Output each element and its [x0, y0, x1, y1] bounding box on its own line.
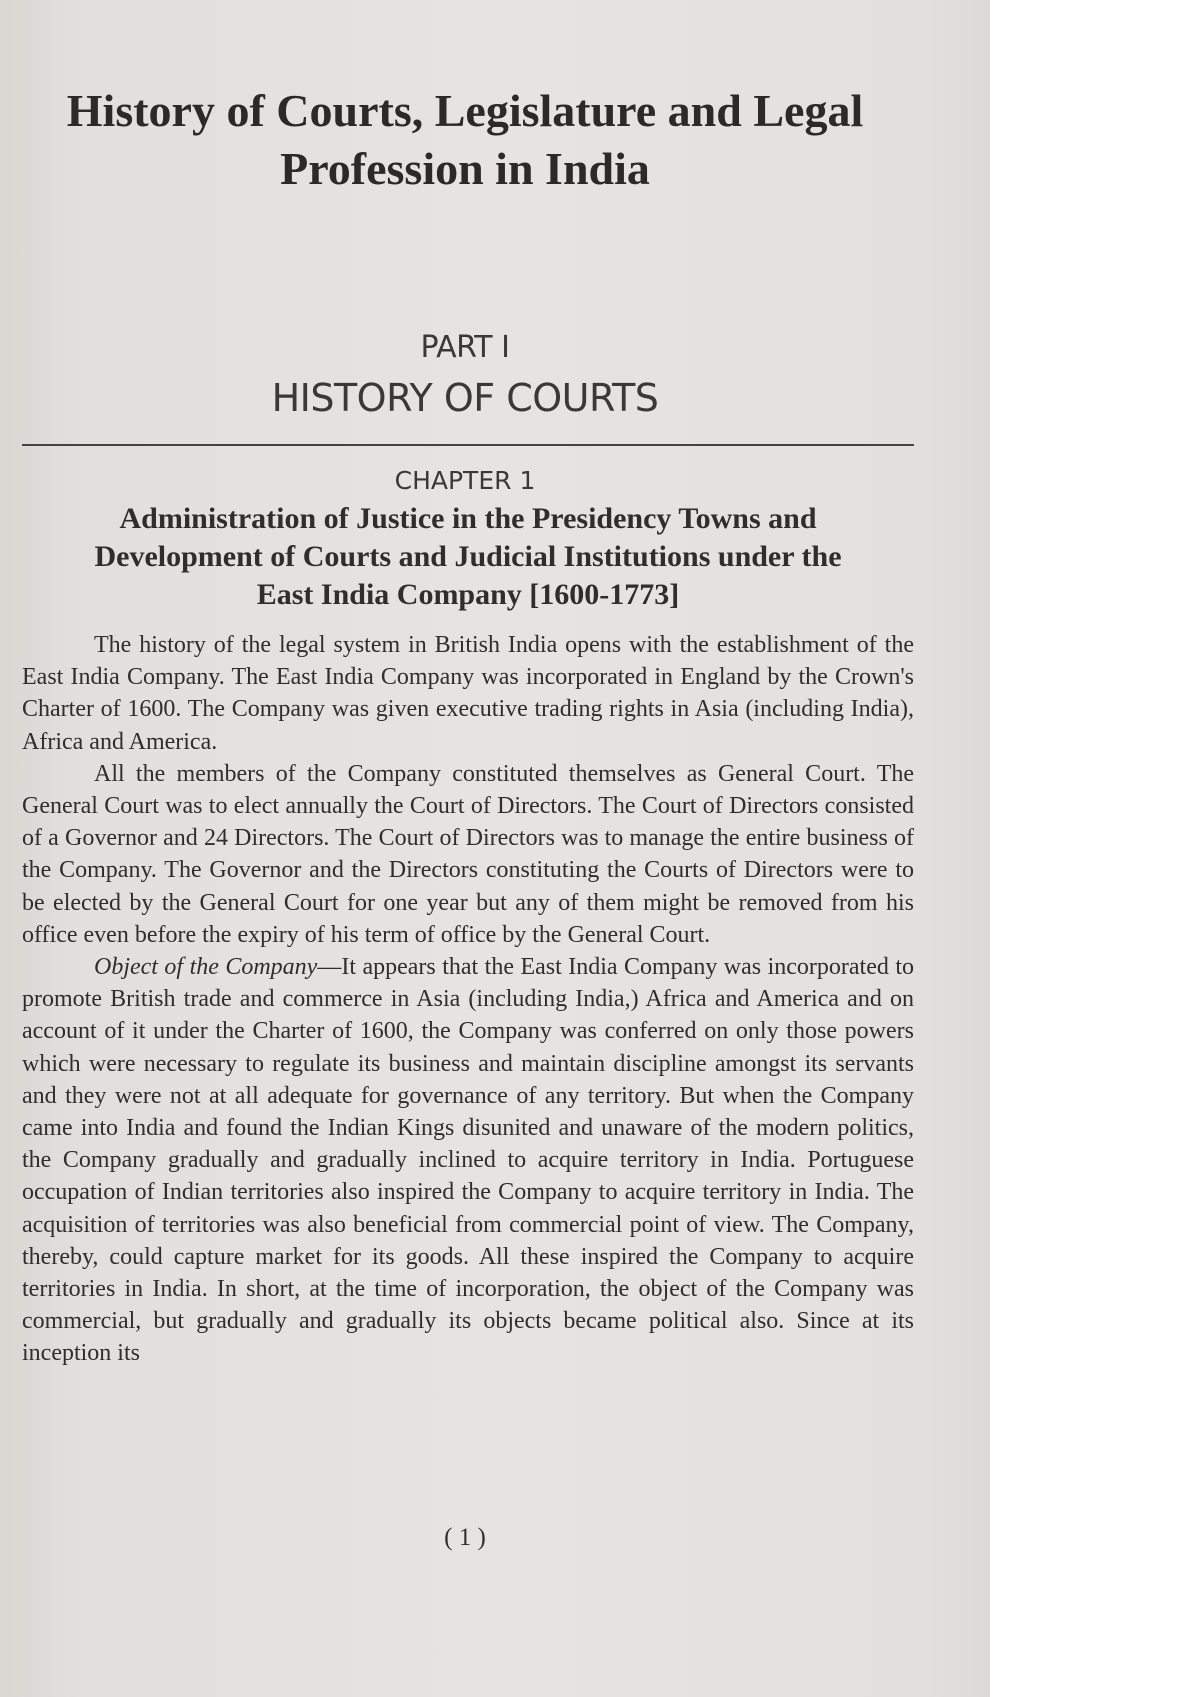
chapter-label: CHAPTER 1	[394, 466, 536, 495]
chapter-title-line-2: Development of Courts and Judicial Institutions under the	[94, 540, 842, 573]
paragraph-1: The history of the legal system in British India opens with the establishment of the East India Company. The East India Company was incorporated in England by the Crown's Charter of 1600. The Company was given executive trading rights in Asia (including India), Africa and America.	[22, 632, 914, 755]
paragraph-3-text: —It appears that the East India Company was incorporated to promote British trade and commerce in Asia (including India,) Africa and America and on account of it under the Charter of 1600, the Company was conferred on only those powers which were necessary to regulate its business and maintain discipline amongst its servants and they were not at all adequate for governance of any territory. But when the Company came into India and found the Indian Kings disunited and unaware of the modern politics, the Company gradually and gradually inclined to acquire territory in India. Portuguese occupation of Indian territories also inspired the Company to acquire territory in India. The acquisition of territories was also beneficial from commercial point of view. The Company, thereby, could capture market for its goods. All these inspired the Company to acquire territories in India. In short, at the time of incorporation, the object of the Company was commercial, but gradually and gradually its objects became political also. Since at its inception its	[22, 954, 914, 1367]
chapter-title-line-1: Administration of Justice in the Presidency Towns and	[119, 502, 817, 535]
book-title	[0, 82, 930, 198]
chapter-title	[22, 500, 914, 614]
paragraph-3	[22, 951, 914, 1370]
book-title-line-2: Profession in India	[280, 143, 650, 194]
section-divider	[22, 444, 914, 446]
body-text	[22, 629, 914, 1370]
blank-margin	[990, 0, 1200, 1697]
paragraph-2: All the members of the Company constituted themselves as General Court. The General Court was to elect annually the Court of Directors. The Court of Directors consisted of a Governor and 24 Directors. The Court of Directors was to manage the entire business of the Company. The Governor and the Directors constituting the Courts of Directors were to be elected by the General Court for one year but any of them might be removed from his office even before the expiry of his term of office by the General Court.	[22, 760, 914, 948]
chapter-title-line-3: East India Company [1600-1773]	[256, 578, 680, 611]
book-title-line-1: History of Courts, Legislature and Legal	[66, 85, 864, 136]
paragraph-3-heading: Object of the Company	[94, 954, 318, 981]
page-number: ( 1 )	[444, 1524, 486, 1551]
part-label: PART I	[420, 330, 510, 365]
part-title: HISTORY OF COURTS	[271, 376, 659, 420]
